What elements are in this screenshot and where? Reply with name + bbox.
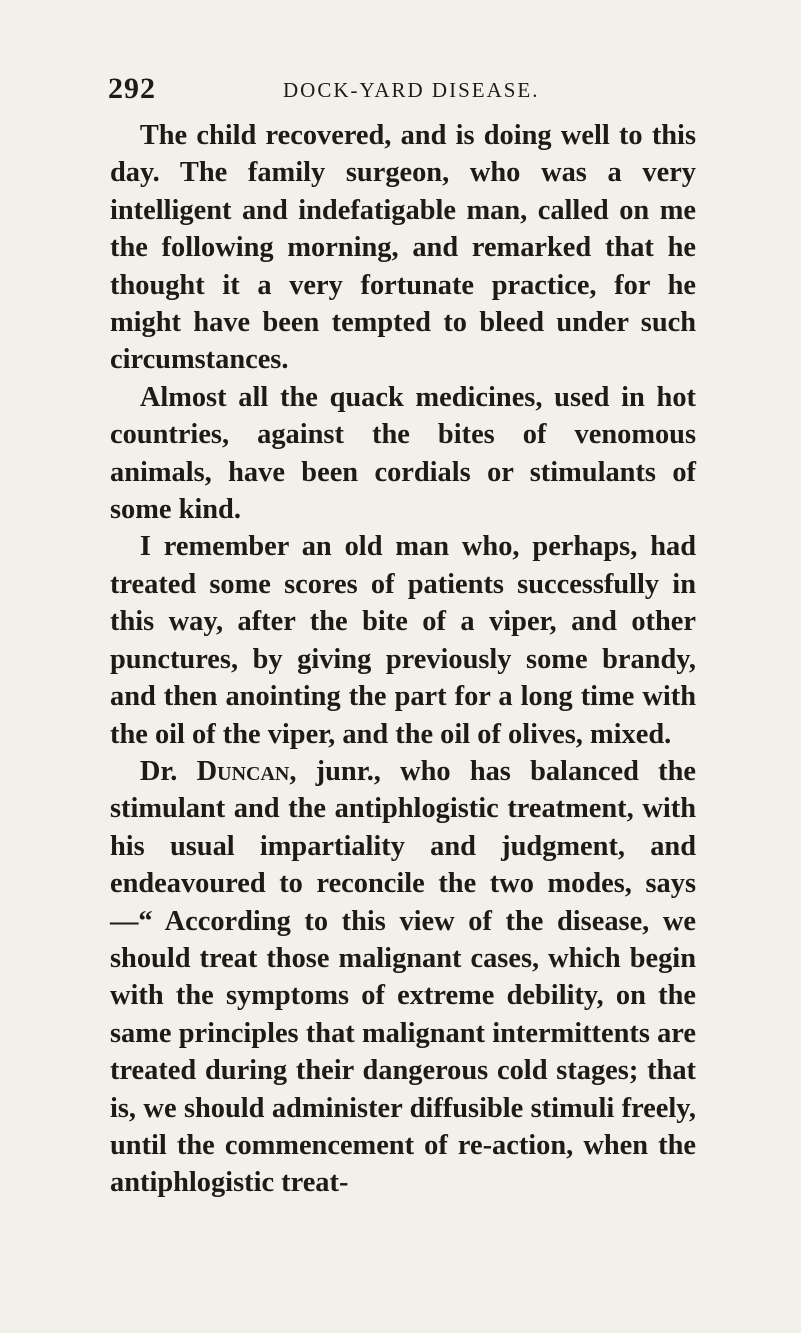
paragraph-child-recovered: The child recovered, and is doing well to this day. The family surgeon, who was a very intelligent and indefatigable man, called on me the following morning, and remarked that he thought it a very fortunate practice, for he might have been tempted to bleed under such circumstances. — [110, 120, 696, 376]
paragraph-old-man: I remember an old man who, perhaps, had treated some scores of patients successfully in this way, after the bite of a viper, and other punctures, by giving previously some brandy, and then anointing the part for a long time with the oil of the viper, and the oil of olives, mixed. — [110, 531, 696, 750]
paragraph-dr-duncan-text: , junr., who has balanced the stimulant and the antiphlogistic treatment, with his usual impartiality and judgment, and endeavoured to reconcile the two modes, says—“ According to this view of the disease, we should treat those malignant cases, which begin with the symptoms of extreme debility, on the same principles that malignant intermittents are treated during their dangerous cold stages; that is, we should administer diffusible stimuli freely, until the commencement of re-action, when the antiphlogistic treat- — [110, 755, 696, 1199]
paragraph-dr-duncan — [110, 753, 696, 1202]
running-title: DOCK-YARD DISEASE. — [283, 78, 540, 102]
body-text — [110, 117, 696, 1202]
paragraph-quack-medicines: Almost all the quack medicines, used in hot countries, against the bites of venomous animals, have been cordials or stimulants of some kind. — [110, 381, 696, 526]
page-number: 292 — [108, 72, 156, 105]
doctor-prefix: Dr. — [139, 755, 197, 787]
doctor-name: Duncan — [196, 755, 290, 787]
running-head — [108, 72, 698, 112]
